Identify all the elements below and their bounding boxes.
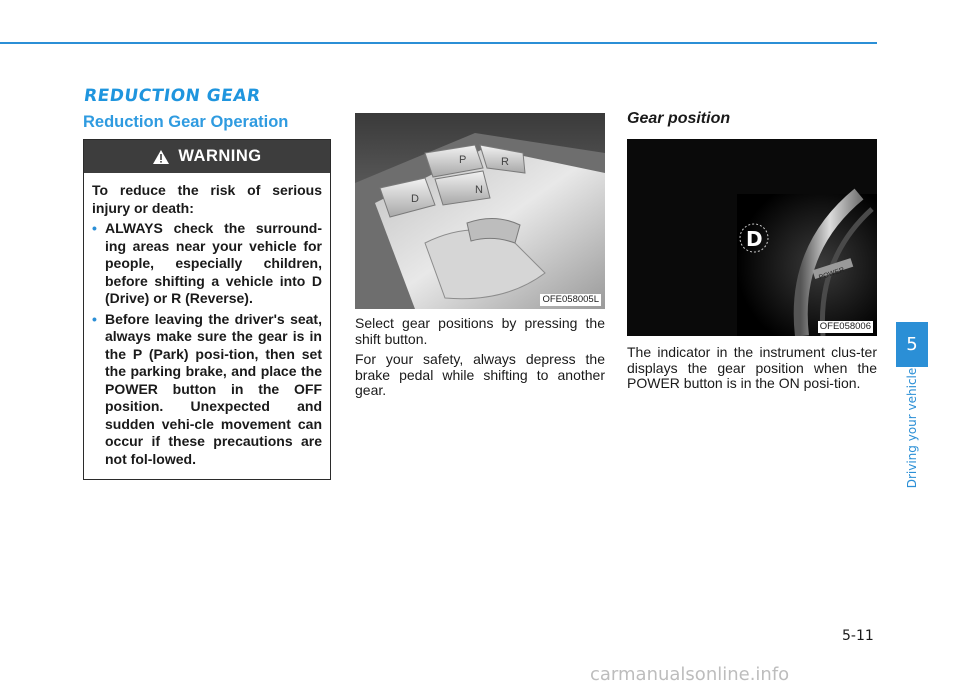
warning-list	[92, 220, 322, 468]
gear-indicator-letter: D	[746, 227, 763, 251]
shift-label-d: D	[411, 193, 419, 205]
section-title: REDUCTION GEAR	[82, 86, 262, 106]
figure-code: OFE058005L	[542, 294, 599, 305]
page-number: 5-11	[842, 628, 874, 644]
warning-body	[84, 173, 330, 468]
warning-box	[83, 139, 331, 480]
bullet-icon: •	[92, 220, 97, 236]
gear-indicator-illustration	[627, 139, 877, 336]
shift-label-r: R	[501, 156, 509, 168]
shift-button-illustration	[355, 113, 605, 309]
top-rule	[0, 42, 877, 44]
warning-triangle-icon	[152, 149, 170, 165]
warning-header	[84, 140, 330, 173]
gear-position-title: Gear position	[627, 110, 731, 127]
chapter-tab: 5	[896, 322, 928, 367]
warning-label: WARNING	[178, 147, 262, 165]
warning-item: • Before leaving the driver's seat, always make sure the gear is in the P (Park) posi-tion, then set the parking brake, and place the POWER button in the OFF position. Unexpected and sudden vehi-cle movement can occur if these precautions are not fol-lowed.	[92, 310, 322, 467]
gear-indicator-figure	[627, 139, 877, 336]
shift-label-n: N	[475, 184, 483, 196]
paragraph-safety: For your safety, always depress the brake pedal while shifting to another gear.	[355, 351, 605, 398]
warning-item: • ALWAYS check the surround-ing areas near your vehicle for people, especially children, before shifting a vehicle into D (Drive) or R (Reverse).	[92, 220, 322, 306]
figure-code: OFE058006	[819, 321, 871, 332]
shift-button-figure	[355, 113, 605, 309]
paragraph-select: Select gear positions by pressing the shift button.	[355, 315, 605, 347]
shift-label-p: P	[459, 154, 467, 166]
gauge-label: POWER	[818, 266, 846, 282]
warning-intro: To reduce the risk of serious injury or death:	[92, 182, 322, 216]
section-subtitle: Reduction Gear Operation	[83, 113, 289, 131]
bullet-icon: •	[92, 310, 97, 327]
chapter-title: Driving your vehicle	[905, 367, 919, 489]
watermark-text: carmanualsonline.info	[590, 664, 790, 685]
paragraph-gear-position: The indicator in the instrument clus-ter displays the gear position when the POWER button is in the ON posi-tion.	[627, 344, 877, 391]
